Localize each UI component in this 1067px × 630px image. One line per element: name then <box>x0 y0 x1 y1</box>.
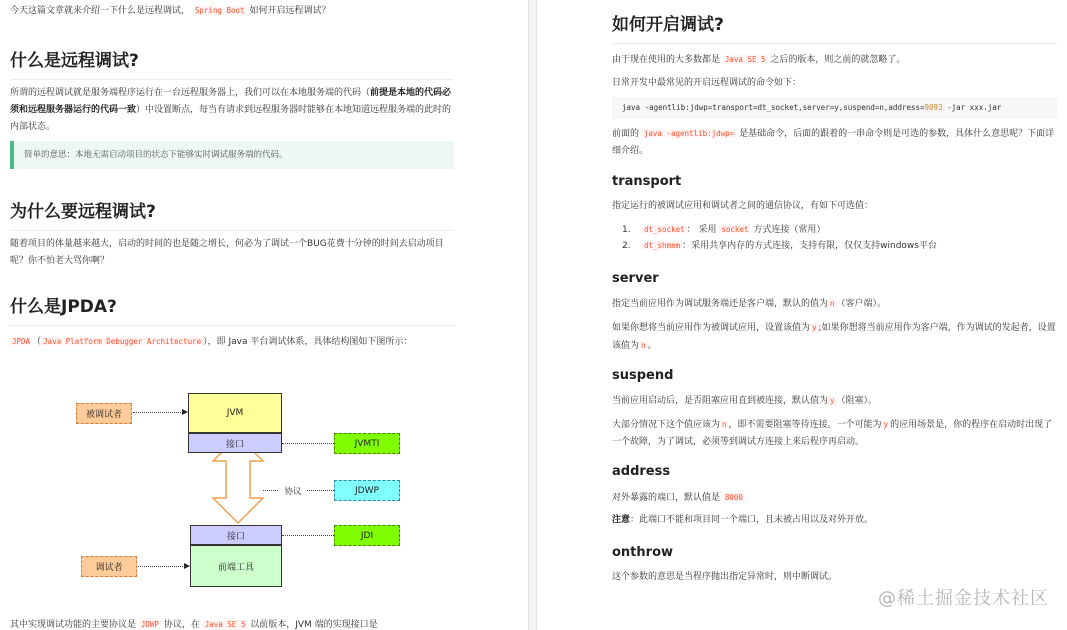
text: 是基础命令，后面的跟着的一串命令则是可选的参数，具体什么意思呢？下面详细介绍。 <box>612 129 1055 156</box>
left-page <box>0 0 528 630</box>
inline-code: y <box>883 420 889 429</box>
page-divider <box>528 0 537 630</box>
text: ： 采用 <box>686 225 717 235</box>
heading-transport: transport <box>612 174 682 189</box>
command-text: java -agentlib:jdwp=transport=dt_socket,server=y,suspend=n,address= <box>622 103 925 112</box>
heading-server: server <box>612 271 659 286</box>
interface-top-box: 接口 <box>188 433 282 453</box>
inline-code: 8000 <box>724 493 743 502</box>
protocol-label: 协议 <box>284 487 302 497</box>
bold-text: 前提是本地的代码必须和远程服务器运行的代码一致 <box>10 88 452 115</box>
paragraph-address <box>612 489 1057 507</box>
dotted-connector <box>138 566 185 567</box>
text: 由于现在使用的大多数都是 <box>612 55 721 65</box>
inline-code: JDWP <box>140 620 159 629</box>
frontend-box: 前端工具 <box>190 545 282 587</box>
heading-onthrow: onthrow <box>612 545 674 560</box>
text: 所谓的远程调试就是服务端程序运行在一台远程服务器上，我们可以在本地服务端的代码（ <box>10 88 371 98</box>
text: ：此端口不能和项目同一个端口，且未被占用以及对外开放。 <box>630 515 874 525</box>
jdwp-box: JDWP <box>334 480 400 501</box>
transport-list <box>622 222 1057 254</box>
text: 前面的 <box>612 129 640 139</box>
jpda-diagram <box>0 380 528 600</box>
paragraph-server-2 <box>612 319 1057 355</box>
intro-paragraph <box>10 2 330 20</box>
dotted-connector <box>282 443 334 444</box>
paragraph-why: 随着项目的体量越来越大，启动的时间的也是随之增长，何必为了调试一个BUG花费十分钟的时间去启动项目呢？你不怕老大骂你啊？ <box>10 239 444 266</box>
text: （客户端）。 <box>836 299 887 309</box>
list-item <box>622 238 1057 254</box>
dotted-connector <box>282 535 334 536</box>
command-code-block[interactable] <box>612 97 1057 119</box>
text: 以前版本，JVM 端的实现接口是 <box>250 620 378 630</box>
text: 协议，在 <box>163 620 200 630</box>
jdi-box: JDI <box>334 525 400 546</box>
inline-code: Java SE 5 <box>724 55 766 64</box>
right-page <box>537 0 1067 630</box>
list-number: 1. <box>622 225 631 235</box>
text: 方式连接（常用） <box>753 225 826 235</box>
inline-code: socket <box>721 225 749 234</box>
inline-code: y <box>812 323 817 332</box>
inline-code: n <box>641 341 646 350</box>
inline-code: dt_shmem <box>644 241 681 250</box>
paragraph-suspend <box>612 392 1057 410</box>
blockquote: 简单的意思：本地无需启动项目的状态下能够实时调试服务端的代码。 <box>10 141 454 169</box>
text: ;如果你想将当前应用作为客户端，作为调试的发起者，设置该值为 <box>612 323 1056 351</box>
inline-code: n <box>830 299 835 308</box>
paragraph-common: 日常开发中最常见的开启远程调试的命令如下： <box>612 78 802 88</box>
text: 对外暴露的端口，默认值是 <box>612 493 721 503</box>
dotted-connector <box>263 490 278 491</box>
jvmti-box: JVMTI <box>334 433 400 454</box>
inline-code: dt_socket <box>644 225 685 234</box>
inline-code: n <box>722 420 727 429</box>
text: 如果你想将当前应用作为被调试应用，设置该值为 <box>612 323 811 333</box>
command-text-end: -jar xxx.jar <box>942 103 1002 112</box>
text: ），即 Java 平台调试体系，具体结构图如下图所示： <box>203 337 413 347</box>
text: 之后的版本，则之前的就忽略了。 <box>770 55 906 65</box>
paragraph-jpda <box>10 333 454 351</box>
paragraph-remote <box>10 85 454 136</box>
paragraph-transport: 指定运行的被调试应用和调试者之间的通信协议，有如下可选值： <box>612 201 874 211</box>
dotted-connector <box>307 490 334 491</box>
text: （阻塞）。 <box>836 396 878 406</box>
heading-how: 如何开启调试? <box>612 10 1057 44</box>
inline-code: y <box>830 396 835 405</box>
inline-code: Java Platform Debugger Architecture <box>43 337 202 346</box>
bold-text: 注意 <box>612 515 631 525</box>
text: （ <box>32 337 42 347</box>
command-port: 9093 <box>924 103 943 112</box>
interface-bottom-box: 接口 <box>190 525 282 545</box>
text: 的应用场景是，你的程序在启动时出现了一个故障，为了调试，必须等到调试方连接上来后程序再启动。 <box>612 420 1053 447</box>
text: 。 <box>647 341 657 351</box>
heading-why: 为什么要远程调试? <box>10 197 454 231</box>
heading-what-remote: 什么是远程调试? <box>10 46 454 80</box>
inline-code: Spring Boot <box>194 6 245 15</box>
list-item <box>622 222 1057 238</box>
heading-suspend: suspend <box>612 368 674 383</box>
inline-code: java -agentlib:jdwp= <box>643 129 735 138</box>
inline-code: JPDA <box>12 337 31 346</box>
watermark: @稀土掘金技术社区 <box>878 588 1049 609</box>
paragraph-note <box>612 512 1057 529</box>
intro-text: 今天这篇文章就来介绍一下什么是远程调试， <box>10 6 191 16</box>
text: 当前应用启动后，是否阻塞应用直到被连接，默认值为 <box>612 396 829 406</box>
paragraph-suspend-2 <box>612 416 1057 451</box>
text: ）中设置断点，每当有请求到远程服务器时能够在本地知道远程服务端的此时的内部状态。 <box>10 105 452 132</box>
list-number: 2. <box>622 241 631 251</box>
paragraph-server <box>612 295 1057 313</box>
text: 其中实现调试功能的主要协议是 <box>10 620 137 630</box>
intro-text-end: 如何开启远程调试？ <box>249 6 331 16</box>
debugger-box: 调试者 <box>81 556 137 577</box>
jvm-box: JVM <box>188 393 282 433</box>
debuggee-box: 被调试者 <box>76 403 132 424</box>
text: ：采用共享内存的方式连接，支持有限，仅仅支持windows平台 <box>682 241 937 251</box>
inline-code: Java SE 5 <box>204 620 246 629</box>
heading-jpda: 什么是JPDA? <box>10 292 454 326</box>
paragraph-bottom <box>10 616 510 630</box>
text: ，即不需要阻塞等待连接。一个可能为 <box>728 420 882 430</box>
text: 大部分情况下这个值应该为 <box>612 420 721 430</box>
paragraph-version <box>612 51 1057 69</box>
dotted-connector <box>133 412 183 413</box>
heading-address: address <box>612 464 671 479</box>
paragraph-explain <box>612 125 1057 160</box>
paragraph-onthrow: 这个参数的意思是当程序抛出指定异常时，则中断调试。 <box>612 572 838 582</box>
text: 指定当前应用作为调试服务端还是客户端，默认的值为 <box>612 299 829 309</box>
